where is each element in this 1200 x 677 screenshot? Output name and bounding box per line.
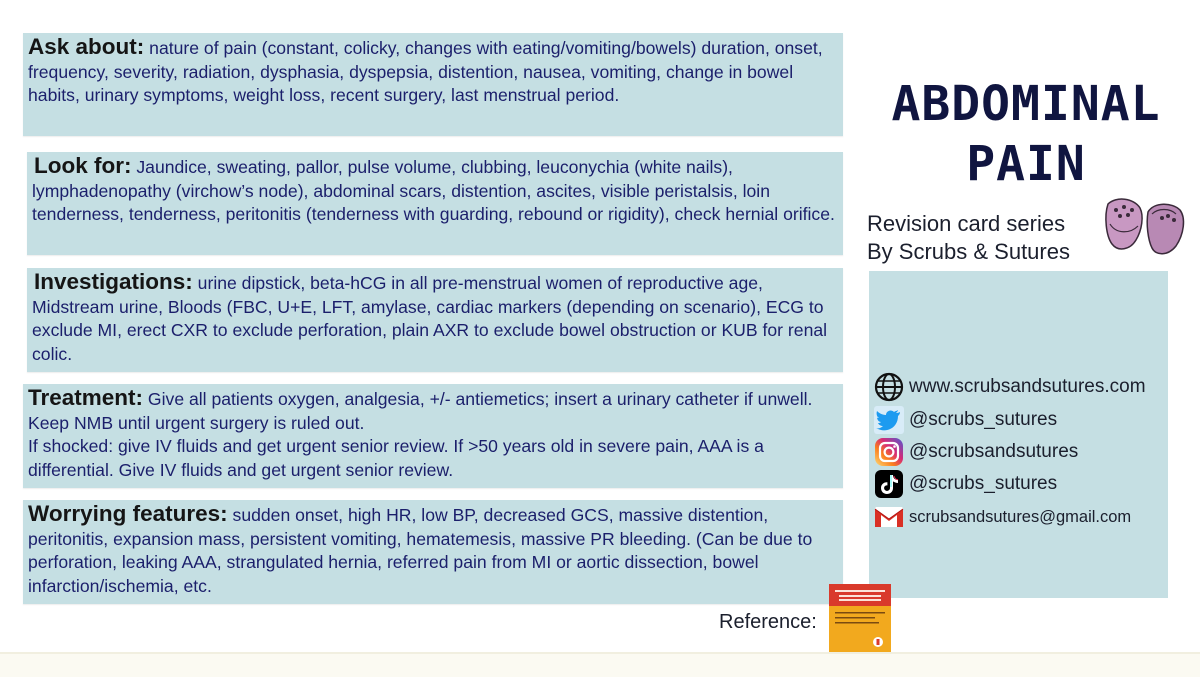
gmail-icon: [872, 502, 906, 532]
email-row[interactable]: [872, 502, 1131, 532]
series-subtitle: [867, 210, 1070, 266]
tiktok-row[interactable]: [872, 469, 1057, 499]
investigations-body: urine dipstick, beta-hCG in all pre-menstrual women of reproductive age, Midstream urine, Bloods (FBC, U+E, LFT, amylase, cardiac markers (depending on scenario), ECG to exclude MI, erect CXR to exclude perforation, plain AXR to exclude bowel obstruction or KUB for renal colic.: [32, 273, 828, 364]
look-for-heading: Look for:: [34, 153, 132, 178]
twitter-handle[interactable]: @scrubs_sutures: [909, 409, 1058, 430]
investigations-heading: Investigations:: [34, 269, 193, 294]
card-title-line1: ABDOMINAL: [891, 76, 1161, 132]
worrying-features-body: sudden onset, high HR, low BP, decreased GCS, massive distention, peritonitis, expansion mass, persistent vomiting, hematemesis, massive PR bleeding. (Can be due to perforation, leaking AAA, strangulated hernia, referred pain from MI or aortic dissection, bowel infarction/ischemia, etc.: [28, 505, 813, 596]
crocs-shoes-icon: [1102, 194, 1186, 260]
series-line1: Revision card series: [867, 211, 1066, 236]
ask-about-heading: Ask about:: [28, 34, 145, 59]
card-title: [868, 74, 1184, 194]
investigations-section: [27, 268, 843, 372]
worrying-features-section: [23, 500, 843, 604]
series-line2: By Scrubs & Sutures: [867, 239, 1070, 264]
instagram-icon: [872, 437, 906, 467]
website-link[interactable]: www.scrubsandsutures.com: [909, 376, 1146, 397]
worrying-features-heading: Worrying features:: [28, 501, 228, 526]
instagram-row[interactable]: [872, 437, 1078, 467]
treatment-body-shocked: If shocked: give IV fluids and get urgent senior review. If >50 years old in severe pain, AAA is a differential. Give IV fluids and get urgent senior review.: [28, 436, 764, 480]
website-row[interactable]: [872, 372, 1146, 402]
globe-icon: [872, 372, 906, 402]
tiktok-icon: [872, 469, 906, 499]
ask-about-section: [23, 33, 843, 136]
twitter-icon: [872, 405, 906, 435]
book-cover-icon: [829, 584, 891, 652]
treatment-heading: Treatment:: [28, 385, 144, 410]
twitter-row[interactable]: [872, 405, 1057, 435]
tiktok-handle[interactable]: @scrubs_sutures: [909, 473, 1058, 494]
instagram-handle[interactable]: @scrubsandsutures: [909, 441, 1079, 462]
look-for-body: Jaundice, sweating, pallor, pulse volume, clubbing, leuconychia (white nails), lymphadenopathy (virchow’s node), abdominal scars, distention, ascites, visible peristalsis, loin tenderness, tenderness, peritonitis (tenderness with guarding, rebound or rigidity), check hernial orifice.: [32, 157, 835, 225]
footer-strip: [0, 652, 1200, 677]
look-for-section: [27, 152, 843, 255]
ask-about-body: nature of pain (constant, colicky, changes with eating/vomiting/bowels) duration, onset, frequency, severity, radiation, dysphasia, dyspepsia, distention, nausea, vomiting, change in bowel habits, urinary symptoms, weight loss, recent surgery, last menstrual period.: [28, 38, 823, 106]
treatment-body: Give all patients oxygen, analgesia, +/- antiemetics; insert a urinary catheter if unwell. Keep NMB until urgent surgery is ruled out.: [28, 389, 813, 433]
treatment-section: [23, 384, 843, 488]
reference-label: Reference:: [719, 611, 817, 633]
card-title-line2: PAIN: [966, 136, 1086, 192]
email-address[interactable]: scrubsandsutures@gmail.com: [909, 507, 1132, 526]
